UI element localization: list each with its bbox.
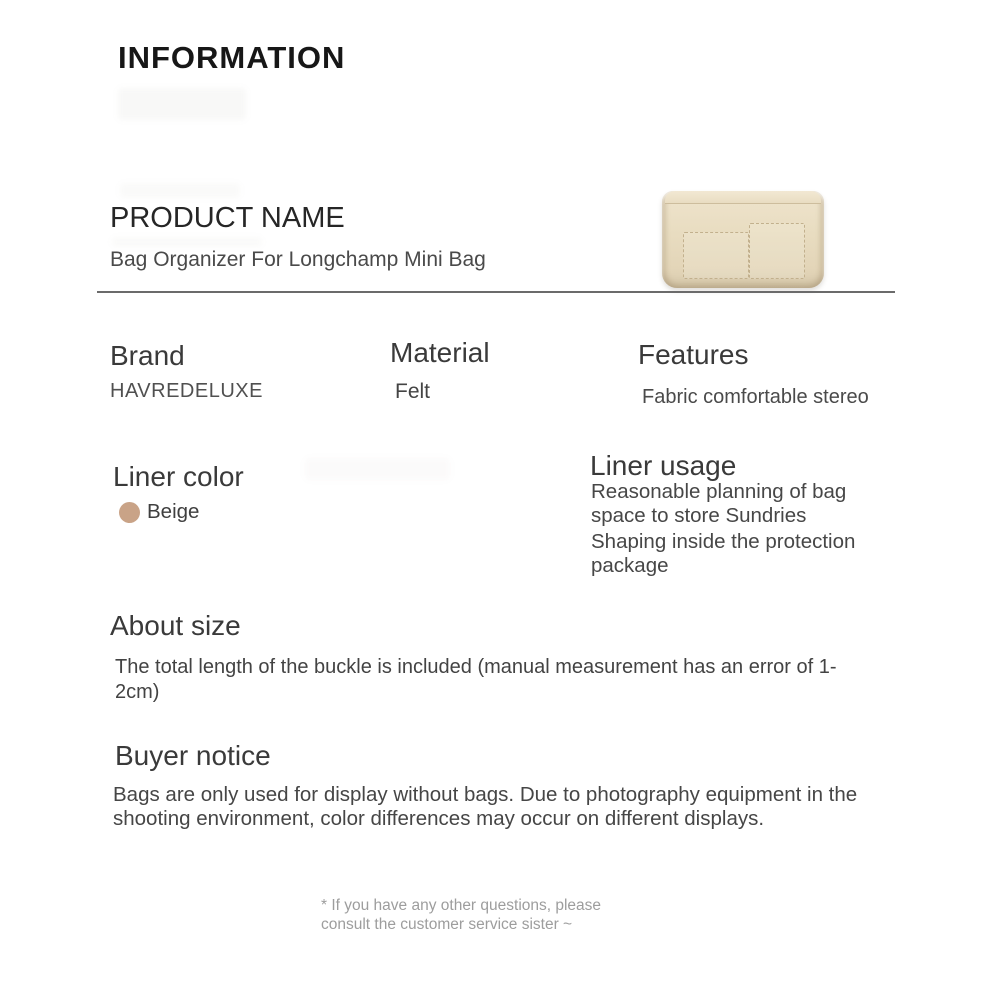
liner-usage-point: Reasonable planning of bag space to store Sundries <box>591 480 847 527</box>
features-value: Fabric comfortable stereo <box>642 386 869 408</box>
buyer-notice-label: Buyer notice <box>115 740 271 771</box>
product-name: Bag Organizer For Longchamp Mini Bag <box>110 248 486 271</box>
brand-value: HAVREDELUXE <box>110 380 263 402</box>
features-label: Features <box>638 339 749 370</box>
page-title: INFORMATION <box>118 40 346 75</box>
bag-rim-shape <box>665 191 821 204</box>
about-size-text: The total length of the buckle is included (manual measurement has an error of 1-2cm) <box>115 656 837 703</box>
ghost-watermark <box>120 183 240 198</box>
material-label: Material <box>390 337 490 368</box>
about-size-label: About size <box>110 610 241 641</box>
brand-label: Brand <box>110 340 185 371</box>
product-image <box>662 191 824 288</box>
liner-color-value: Beige <box>147 500 200 523</box>
buyer-notice-text: Bags are only used for display without bags. Due to photography equipment in the shooting environment, color differences may occur on different displays. <box>113 783 858 830</box>
beige-color-swatch-icon <box>119 502 140 523</box>
liner-usage-point: Shaping inside the protection package <box>591 530 856 577</box>
liner-color-swatch-row <box>119 500 199 524</box>
product-section-label: PRODUCT NAME <box>110 202 345 234</box>
bag-pocket-stitching-right <box>749 223 805 279</box>
material-value: Felt <box>395 380 431 403</box>
footer-note: * If you have any other questions, please consult the customer service sister ~ <box>321 897 602 933</box>
liner-usage-label: Liner usage <box>590 450 737 481</box>
divider-line <box>97 291 895 293</box>
ghost-watermark <box>118 88 246 120</box>
bag-pocket-stitching-left <box>683 232 749 279</box>
ghost-watermark <box>305 458 450 480</box>
liner-color-label: Liner color <box>113 461 244 492</box>
ghost-watermark <box>112 237 262 247</box>
